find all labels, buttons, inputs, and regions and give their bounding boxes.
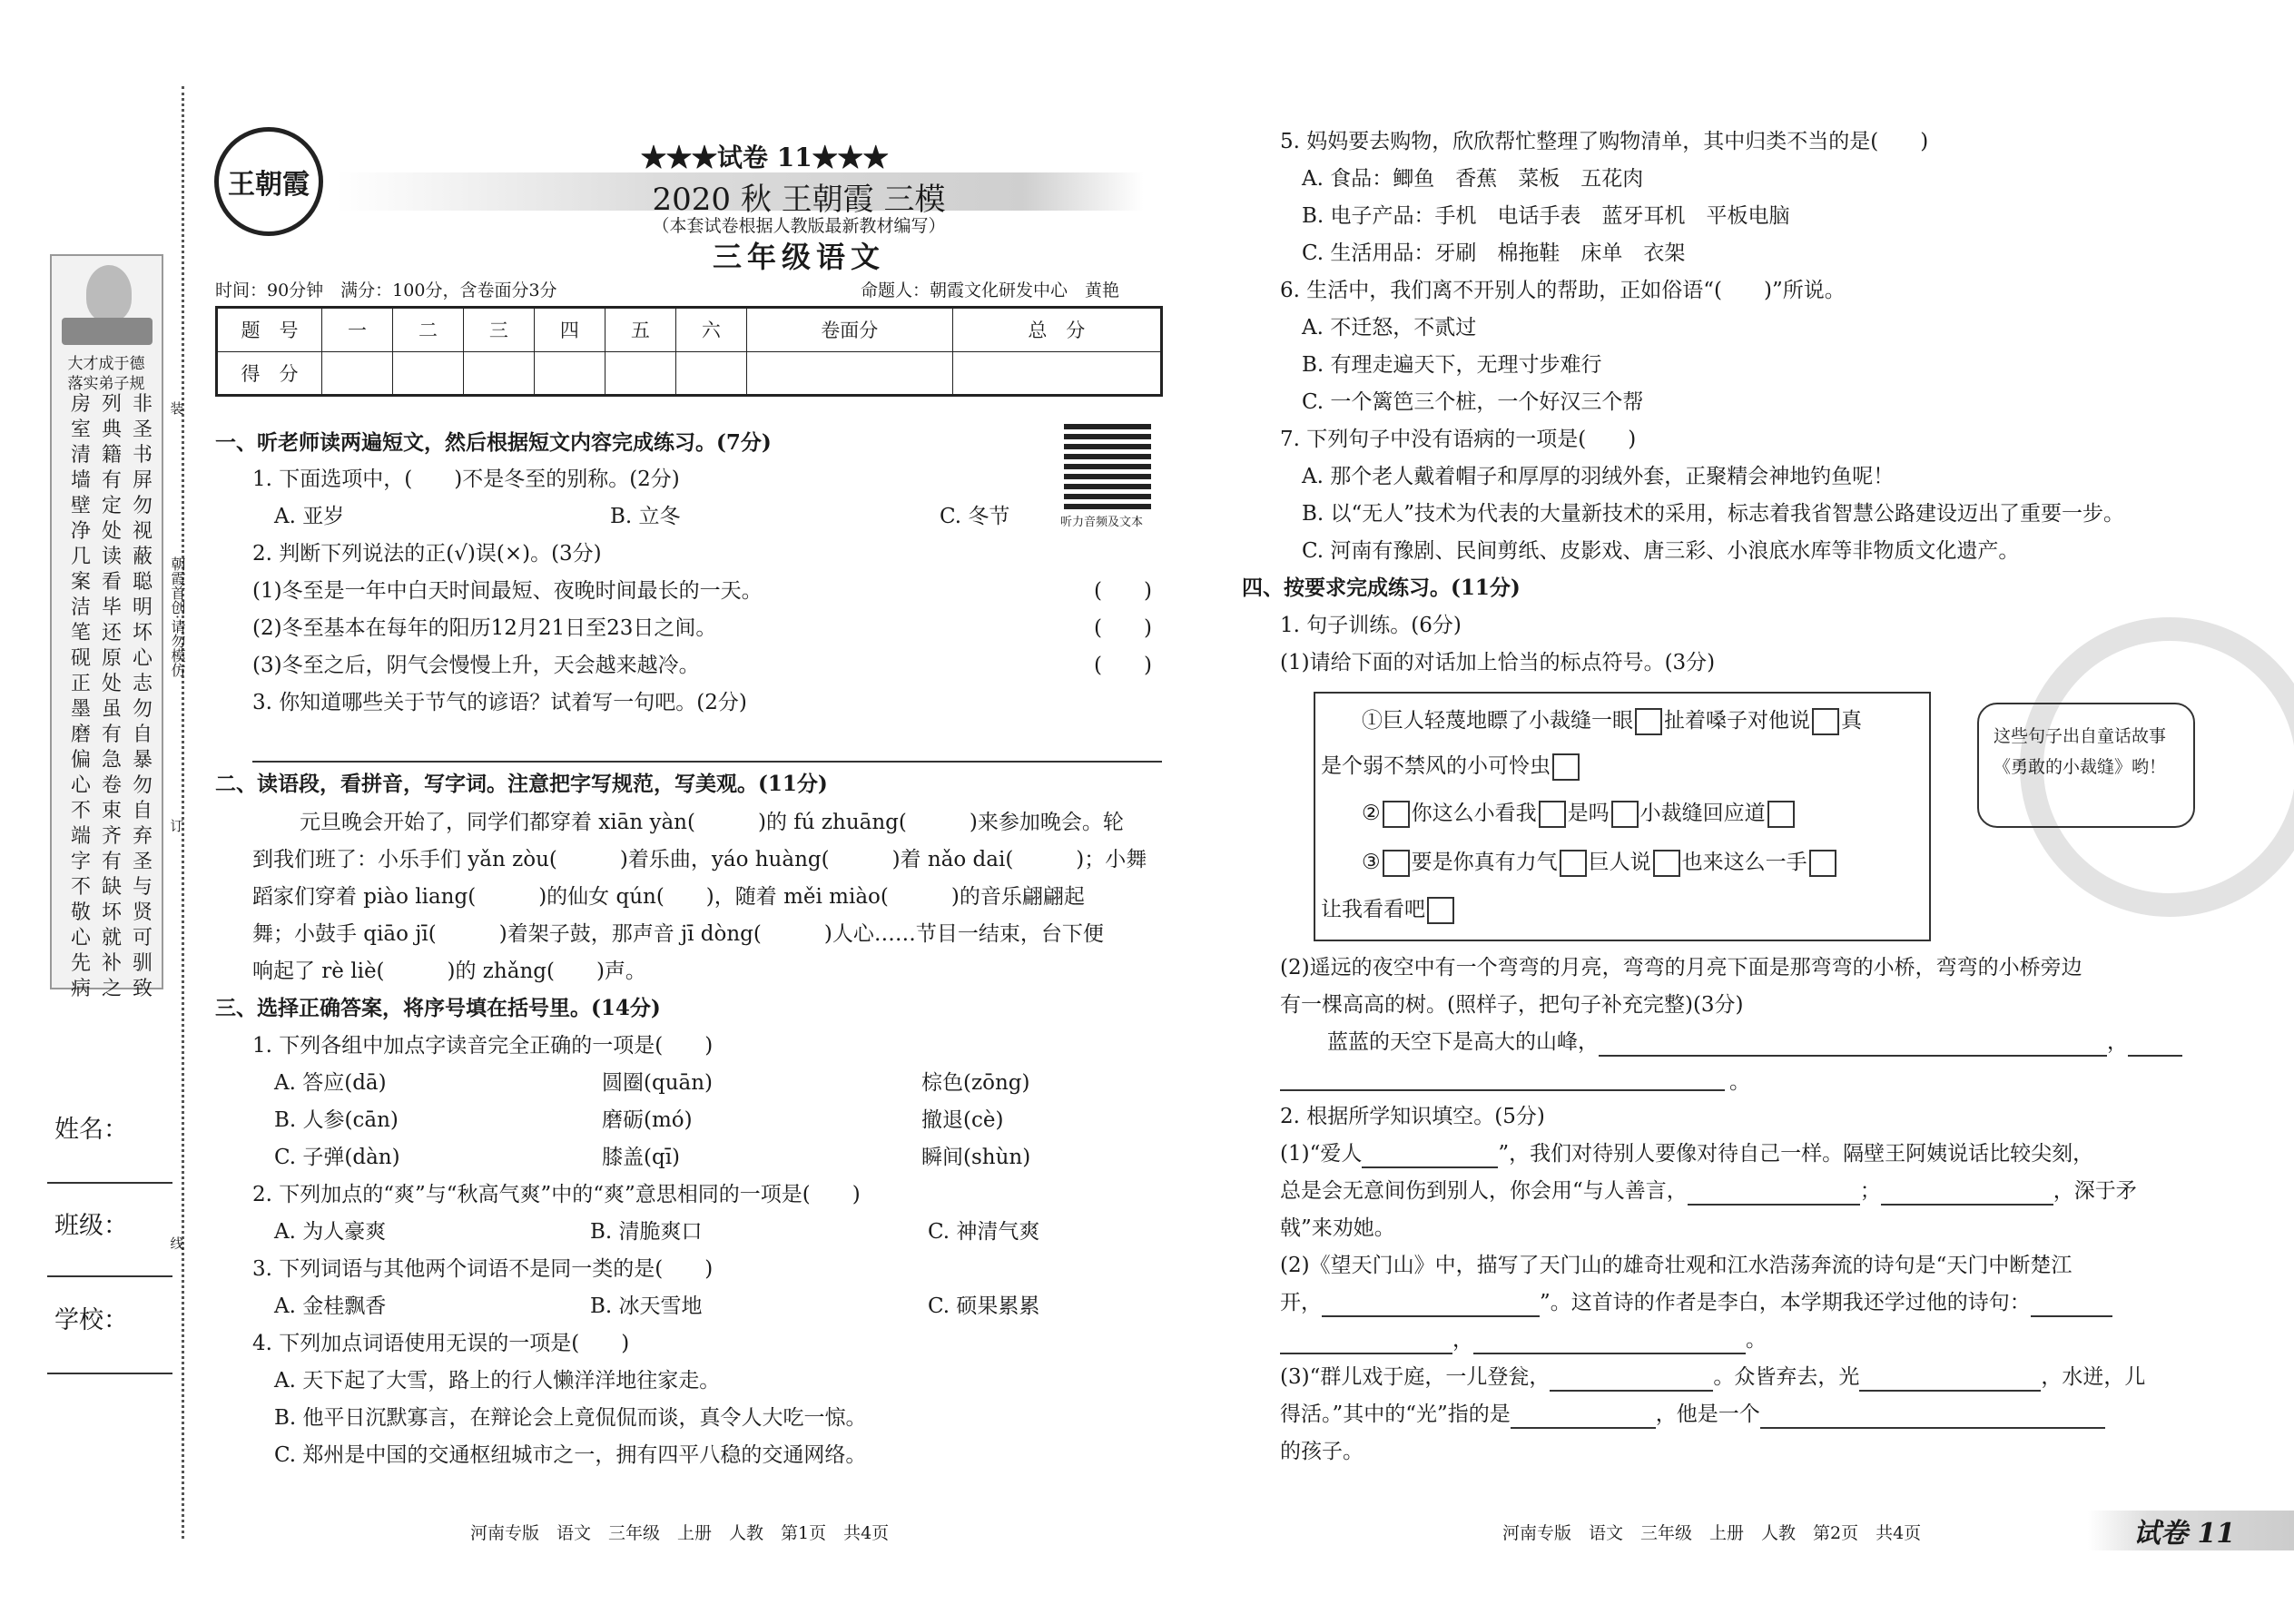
paper-label: ★★★试卷 11★★★	[641, 143, 889, 172]
prompt-text: (3)“群儿戏于庭，一儿登瓮，	[1280, 1365, 1551, 1389]
answer-blank[interactable]	[1859, 1370, 2041, 1392]
sidebar-idioms	[64, 392, 154, 1002]
question-text: 1. 句子训练。(6分)	[1280, 614, 1462, 637]
fill-line	[1280, 1176, 2137, 1206]
score-cell: 三	[463, 308, 534, 352]
option: 膝盖(qī)	[602, 1146, 681, 1169]
punctuation-box[interactable]	[1635, 708, 1662, 735]
score-input[interactable]	[322, 351, 393, 396]
punctuation-box[interactable]	[1611, 801, 1639, 828]
idiom-column-2: 列典籍有定处读看毕还原处虽有急卷束齐有缺坏就补之	[101, 393, 122, 1000]
section-4-title: 四、按要求完成练习。(11分)	[1242, 576, 1521, 600]
prompt-text: ”，我们对待别人要像对待自己一样。隔壁王阿姨说话比较尖刻，	[1498, 1142, 2094, 1166]
question-text: 1. 下面选项中，( )不是冬至的别称。(2分)	[252, 468, 680, 491]
dialogue-text: ①巨人轻蔑地瞟了小裁缝一眼	[1362, 709, 1633, 733]
prompt-text: ，深于矛	[2053, 1179, 2137, 1203]
dialogue-text: ③	[1362, 851, 1381, 874]
option: B. 清脆爽口	[590, 1220, 703, 1244]
subtitle: （本套试卷根据人教版最新教材编写）	[652, 216, 946, 236]
option: A. 天下起了大雪，路上的行人懒洋洋地往家走。	[274, 1369, 721, 1393]
class-underline	[47, 1275, 172, 1277]
punctuation-box[interactable]	[1552, 753, 1580, 781]
paragraph-line: 蹈家们穿着 piào liang( )的仙女 qún( )，随着 měi miào( )的音乐翩翩起	[252, 885, 1085, 909]
answer-line[interactable]	[1280, 1089, 1725, 1091]
prompt-text: 总是会无意间伤到别人，你会用“与人善言，	[1280, 1179, 1688, 1203]
dialogue-text: 是吗	[1567, 802, 1610, 825]
option: B. 冰天雪地	[590, 1294, 703, 1318]
dialogue-text: 也来这么一手	[1681, 851, 1807, 874]
fill-line	[1280, 1288, 2112, 1317]
question-text: 有一棵高高的树。(照样子，把句子补充完整)(3分)	[1280, 993, 1744, 1017]
option: A. 金桂飘香	[274, 1294, 387, 1318]
statement: (1)冬至是一年中白天时间最短、夜晚时间最长的一天。	[252, 579, 763, 603]
option: C. 硕果累累	[928, 1294, 1040, 1318]
dialogue-text: 小裁缝回应道	[1639, 802, 1766, 825]
answer-blank[interactable]	[1550, 1370, 1713, 1392]
prompt-text: ；	[1859, 1179, 1881, 1203]
fill-line	[1280, 1400, 2105, 1429]
dialogue-line-1b	[1321, 752, 1581, 781]
binding-char: 线	[170, 1235, 184, 1252]
desk-icon	[62, 318, 153, 345]
answer-blank[interactable]	[1881, 1184, 2053, 1206]
answer-paren[interactable]: ( )	[1094, 654, 1152, 677]
answer-blank[interactable]	[2128, 1035, 2182, 1057]
option: 棕色(zōng)	[921, 1071, 1030, 1095]
answer-blank[interactable]	[1599, 1035, 2107, 1057]
punctuation-box[interactable]	[1653, 850, 1680, 877]
prompt-text: ”。这首诗的作者是李白，本学期我还学过他的诗句：	[1540, 1291, 2031, 1314]
score-cell: 题 号	[217, 308, 322, 352]
author-info: 命题人：朝霞文化研发中心 黄艳	[861, 281, 1120, 300]
fill-line: 蓝蓝的天空下是高大的山峰， ，	[1327, 1028, 2182, 1057]
punctuation-box[interactable]	[1809, 850, 1836, 877]
prompt-text: (2)《望天门山》中，描写了天门山的雄奇壮观和江水浩荡奔流的诗句是“天门中断楚江	[1280, 1254, 2072, 1277]
score-cell: 总 分	[952, 308, 1161, 352]
name-underline	[47, 1182, 172, 1184]
binding-char: 订	[170, 818, 184, 834]
dialogue-line-3	[1362, 848, 1838, 877]
option: C. 郑州是中国的交通枢纽城市之一，拥有四平八稳的交通网络。	[274, 1443, 867, 1467]
qr-code-icon[interactable]	[1064, 422, 1151, 509]
option: C. 一个篱笆三个桩，一个好汉三个帮	[1302, 390, 1644, 414]
punctuation-box[interactable]	[1767, 801, 1795, 828]
question-text: 3. 下列词语与其他两个词语不是同一类的是( )	[252, 1257, 714, 1281]
paragraph-line: 响起了 rè liè( )的 zhǎng( )声。	[252, 960, 646, 983]
question-text: 3. 你知道哪些关于节气的谚语？试着写一句吧。(2分)	[252, 691, 747, 714]
score-cell: 一	[322, 308, 393, 352]
option: B. 人参(cān)	[274, 1108, 399, 1132]
question-text: 2. 下列加点的“爽”与“秋高气爽”中的“爽”意思相同的一项是( )	[252, 1183, 861, 1206]
answer-blank[interactable]	[1280, 1333, 1452, 1354]
score-input[interactable]	[534, 351, 605, 396]
option: A. 不迁怒，不贰过	[1302, 316, 1477, 340]
prompt-text: 开，	[1280, 1291, 1322, 1314]
option: B. 有理走遍天下，无理寸步难行	[1302, 353, 1602, 377]
option: B. 以“无人”技术为代表的大量新技术的采用，标志着我省智慧公路建设迈出了重要一步。	[1302, 502, 2125, 526]
school-label: 学校：	[54, 1306, 128, 1334]
answer-blank[interactable]	[1473, 1333, 1746, 1354]
score-value-row	[217, 351, 1162, 396]
punctuation-box[interactable]	[1539, 801, 1566, 828]
punctuation-box[interactable]	[1383, 801, 1410, 828]
motto-line-2: 落实弟子规	[67, 375, 145, 393]
answer-paren[interactable]: ( )	[1094, 616, 1152, 640]
section-2-title: 二、读语段，看拼音，写字词。注意把字写规范，写美观。(11分)	[215, 772, 828, 796]
question-text: (2)遥远的夜空中有一个弯弯的月亮，弯弯的月亮下面是那弯弯的小桥，弯弯的小桥旁边	[1280, 956, 2082, 979]
option: 瞬间(shùn)	[921, 1146, 1031, 1169]
answer-blank[interactable]	[1760, 1407, 2105, 1429]
child-figure-icon	[86, 265, 132, 321]
dialogue-text: 是个弱不禁风的小可怜虫	[1321, 754, 1551, 778]
dialogue-line-3b	[1321, 895, 1456, 924]
prompt-text: 。众皆弃去，光	[1713, 1365, 1860, 1389]
statement: (2)冬至基本在每年的阳历12月21日至23日之间。	[252, 616, 717, 640]
option: A. 亚岁	[274, 505, 345, 528]
option: B. 立冬	[610, 505, 681, 528]
dialogue-text: 你这么小看我	[1411, 802, 1537, 825]
score-cell: 卷面分	[746, 308, 952, 352]
option: 圆圈(quān)	[602, 1071, 714, 1095]
score-input[interactable]	[392, 351, 463, 396]
punctuation-box[interactable]	[1383, 850, 1410, 877]
score-cell: 五	[605, 308, 675, 352]
prompt-text: (1)“爱人	[1280, 1142, 1363, 1166]
score-cell: 六	[675, 308, 746, 352]
option: C. 神清气爽	[928, 1220, 1040, 1244]
footer-right: 河南专版 语文 三年级 上册 人教 第2页 共4页	[1502, 1523, 1922, 1543]
score-cell: 四	[534, 308, 605, 352]
prompt-text: 的孩子。	[1280, 1440, 1364, 1463]
series-title: 2020 秋 王朝霞 三模	[652, 182, 946, 218]
fill-line	[1280, 1363, 2145, 1392]
vertical-note: 朝霞首创·请勿模仿	[169, 556, 186, 678]
score-header-row	[217, 308, 1162, 352]
question-text: (1)请给下面的对话加上恰当的标点符号。(3分)	[1280, 651, 1716, 674]
prompt-text: ，水迸，儿	[2041, 1365, 2146, 1389]
punctuation-box[interactable]	[1812, 708, 1839, 735]
question-text: 6. 生活中，我们离不开别人的帮助，正如俗语“( )”所说。	[1280, 279, 1846, 302]
paragraph-line: 到我们班了：小乐手们 yǎn zòu( )着乐曲，yáo huàng( )着 nǎo dai( )；小舞	[252, 848, 1147, 871]
question-text: 1. 下列各组中加点字读音完全正确的一项是( )	[252, 1034, 714, 1058]
footer-left: 河南专版 语文 三年级 上册 人教 第1页 共4页	[470, 1523, 890, 1543]
score-input[interactable]	[605, 351, 675, 396]
brand-logo: 王朝霞	[214, 127, 323, 236]
answer-paren[interactable]: ( )	[1094, 579, 1152, 603]
option: C. 生活用品：牙刷 棉拖鞋 床单 衣架	[1302, 241, 1686, 265]
answer-blank[interactable]	[1688, 1184, 1860, 1206]
dialogue-line-2	[1362, 799, 1797, 828]
question-text: 5. 妈妈要去购物，欣欣帮忙整理了购物清单，其中归类不当的是( )	[1280, 130, 1929, 153]
fill-line: ， 。	[1280, 1325, 1767, 1354]
answer-blank[interactable]	[1511, 1407, 1656, 1429]
footer-tag: 试卷 11	[2133, 1518, 2236, 1550]
punctuation-box[interactable]	[1560, 850, 1587, 877]
option: C. 河南有豫剧、民间剪纸、皮影戏、唐三彩、小浪底水库等非物质文化遗产。	[1302, 539, 2020, 563]
dialogue-text: ②	[1362, 802, 1381, 825]
school-underline	[47, 1373, 172, 1374]
prompt-text: 得活。”其中的“光”指的是	[1280, 1403, 1511, 1426]
period: 。	[1729, 1070, 1750, 1094]
dialogue-text: 要是你真有力气	[1411, 851, 1558, 874]
dialogue-text: 真	[1841, 709, 1862, 733]
name-label: 姓名：	[54, 1116, 128, 1144]
score-table	[215, 306, 1163, 397]
option: A. 食品：鲫鱼 香蕉 菜板 五花肉	[1302, 167, 1644, 191]
qr-caption: 听力音频及文本	[1060, 516, 1144, 529]
idiom-column-1: 非圣书屏勿视蔽聪明坏心志勿自暴勿自弃圣与贤可驯致	[132, 393, 153, 1000]
binding-char: 装	[170, 400, 184, 417]
sidebar-motto	[56, 354, 156, 394]
answer-blank[interactable]	[1362, 1147, 1498, 1168]
motto-line-1: 大才成于德	[67, 355, 145, 373]
option: 撤退(cè)	[921, 1108, 1004, 1132]
prompt-text: ，他是一个	[1655, 1403, 1760, 1426]
question-text: 2. 根据所学知识填空。(5分)	[1280, 1105, 1545, 1128]
answer-blank[interactable]	[1322, 1295, 1540, 1317]
fill-line	[1280, 1139, 2093, 1168]
score-input[interactable]	[952, 351, 1161, 396]
dialogue-line-1	[1362, 706, 1862, 735]
option: C. 子弹(dàn)	[274, 1146, 400, 1169]
option: C. 冬节	[940, 505, 1010, 528]
prompt-text: 戟”来劝她。	[1280, 1216, 1395, 1240]
question-text: 4. 下列加点词语使用无误的一项是( )	[252, 1332, 630, 1355]
answer-line[interactable]	[252, 761, 1162, 763]
option: B. 电子产品：手机 电话手表 蓝牙耳机 平板电脑	[1302, 204, 1790, 228]
option: A. 那个老人戴着帽子和厚厚的羽绒外套，正聚精会神地钓鱼呢！	[1302, 465, 1895, 488]
section-3-title: 三、选择正确答案，将序号填在括号里。(14分)	[215, 996, 661, 1020]
answer-blank[interactable]	[2031, 1295, 2112, 1317]
paragraph-line: 舞；小鼓手 qiāo jī( )着架子鼓，那声音 jī dòng( )人心……节目一结束，台下便	[252, 922, 1104, 946]
time-info: 时间：90分钟 满分：100分，含卷面分3分	[215, 281, 557, 300]
question-text: 7. 下列句子中没有语病的一项是( )	[1280, 428, 1637, 451]
punctuation-box[interactable]	[1427, 897, 1454, 924]
score-cell: 得 分	[217, 351, 322, 396]
statement: (3)冬至之后，阴气会慢慢上升，天会越来越冷。	[252, 654, 700, 677]
option: B. 他平日沉默寡言，在辩论会上竟侃侃而谈，真令人大吃一惊。	[274, 1406, 867, 1430]
option: 磨砺(mó)	[602, 1108, 693, 1132]
speech-bubble: 这些句子出自童话故事《勇敢的小裁缝》哟！	[1977, 703, 2195, 828]
dialogue-text: 扯着嗓子对他说	[1664, 709, 1810, 733]
class-label: 班级：	[54, 1212, 128, 1240]
score-input[interactable]	[675, 351, 746, 396]
dialogue-text: 巨人说	[1588, 851, 1651, 874]
option: A. 答应(dā)	[274, 1071, 387, 1095]
option: A. 为人豪爽	[274, 1220, 387, 1244]
score-input[interactable]	[746, 351, 952, 396]
prompt-text: 蓝蓝的天空下是高大的山峰，	[1327, 1030, 1599, 1054]
subject-title: 三年级语文	[712, 240, 885, 274]
idiom-column-3: 房室清墙壁净几案洁笔砚正墨磨偏心不端字不敬心先病	[70, 393, 91, 1000]
paragraph-line: 元旦晚会开始了，同学们都穿着 xiān yàn( )的 fú zhuāng( )来参加晚会。轮	[300, 811, 1124, 834]
binding-dotted-line	[182, 86, 184, 1539]
score-input[interactable]	[463, 351, 534, 396]
dialogue-text: 让我看看吧	[1321, 898, 1425, 921]
section-1-title: 一、听老师读两遍短文，然后根据短文内容完成练习。(7分)	[215, 430, 772, 455]
score-cell: 二	[392, 308, 463, 352]
question-text: 2. 判断下列说法的正(√)误(×)。(3分)	[252, 542, 602, 566]
